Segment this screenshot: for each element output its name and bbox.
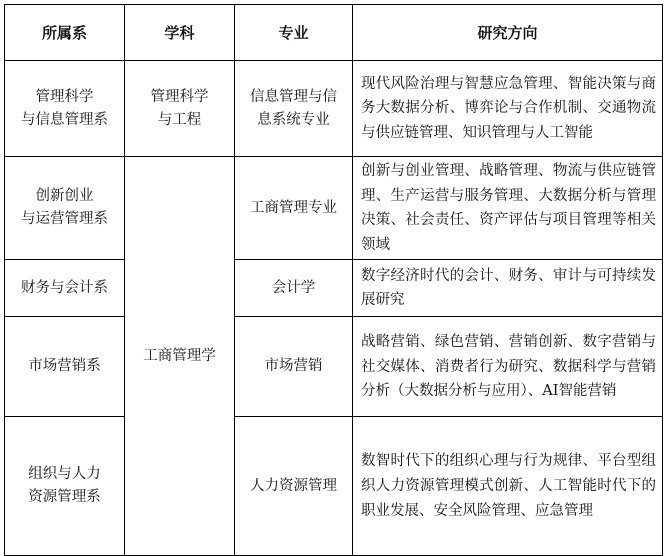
- table-row: [5, 260, 663, 317]
- discipline-cell: 工商管理学: [125, 157, 235, 556]
- research-direction-cell: 战略营销、绿色营销、营销创新、数字营销与社交媒体、消费者行为研究、数据科学与营销分析（大数据分析与应用）、AI智能营销: [353, 317, 663, 417]
- department-cell: 市场营销系: [5, 317, 125, 417]
- major-cell: 人力资源管理: [235, 417, 353, 556]
- department-cell: 财务与会计系: [5, 260, 125, 317]
- research-direction-cell: 创新与创业管理、战略管理、物流与供应链管理、生产运营与服务管理、大数据分析与管理决策、社会责任、资产评估与项目管理等相关领域: [353, 157, 663, 260]
- major-cell: 信息管理与信 息系统专业: [235, 61, 353, 157]
- research-direction-cell: 现代风险治理与智慧应急管理、智能决策与商务大数据分析、博弈论与合作机制、交通物流与供应链管理、知识管理与人工智能: [353, 61, 663, 157]
- major-cell: 工商管理专业: [235, 157, 353, 260]
- header-research-direction: 研究方向: [353, 5, 663, 61]
- table-row: [5, 157, 663, 260]
- discipline-cell: 管理科学 与工程: [125, 61, 235, 157]
- research-direction-cell: 数字经济时代的会计、财务、审计与可持续发展研究: [353, 260, 663, 317]
- header-major: 专业: [235, 5, 353, 61]
- header-department: 所属系: [5, 5, 125, 61]
- department-cell: 组织与人力 资源管理系: [5, 417, 125, 556]
- table-row: [5, 61, 663, 157]
- table-row: [5, 417, 663, 556]
- major-cell: 会计学: [235, 260, 353, 317]
- table-row: [5, 317, 663, 417]
- research-directions-table: [4, 4, 663, 556]
- research-direction-cell: 数智时代下的组织心理与行为规律、平台型组织人力资源管理模式创新、人工智能时代下的职业发展、安全风险管理、应急管理: [353, 417, 663, 556]
- header-discipline: 学科: [125, 5, 235, 61]
- department-cell: 创新创业 与运营管理系: [5, 157, 125, 260]
- major-cell: 市场营销: [235, 317, 353, 417]
- department-cell: 管理科学 与信息管理系: [5, 61, 125, 157]
- header-row: [5, 5, 663, 61]
